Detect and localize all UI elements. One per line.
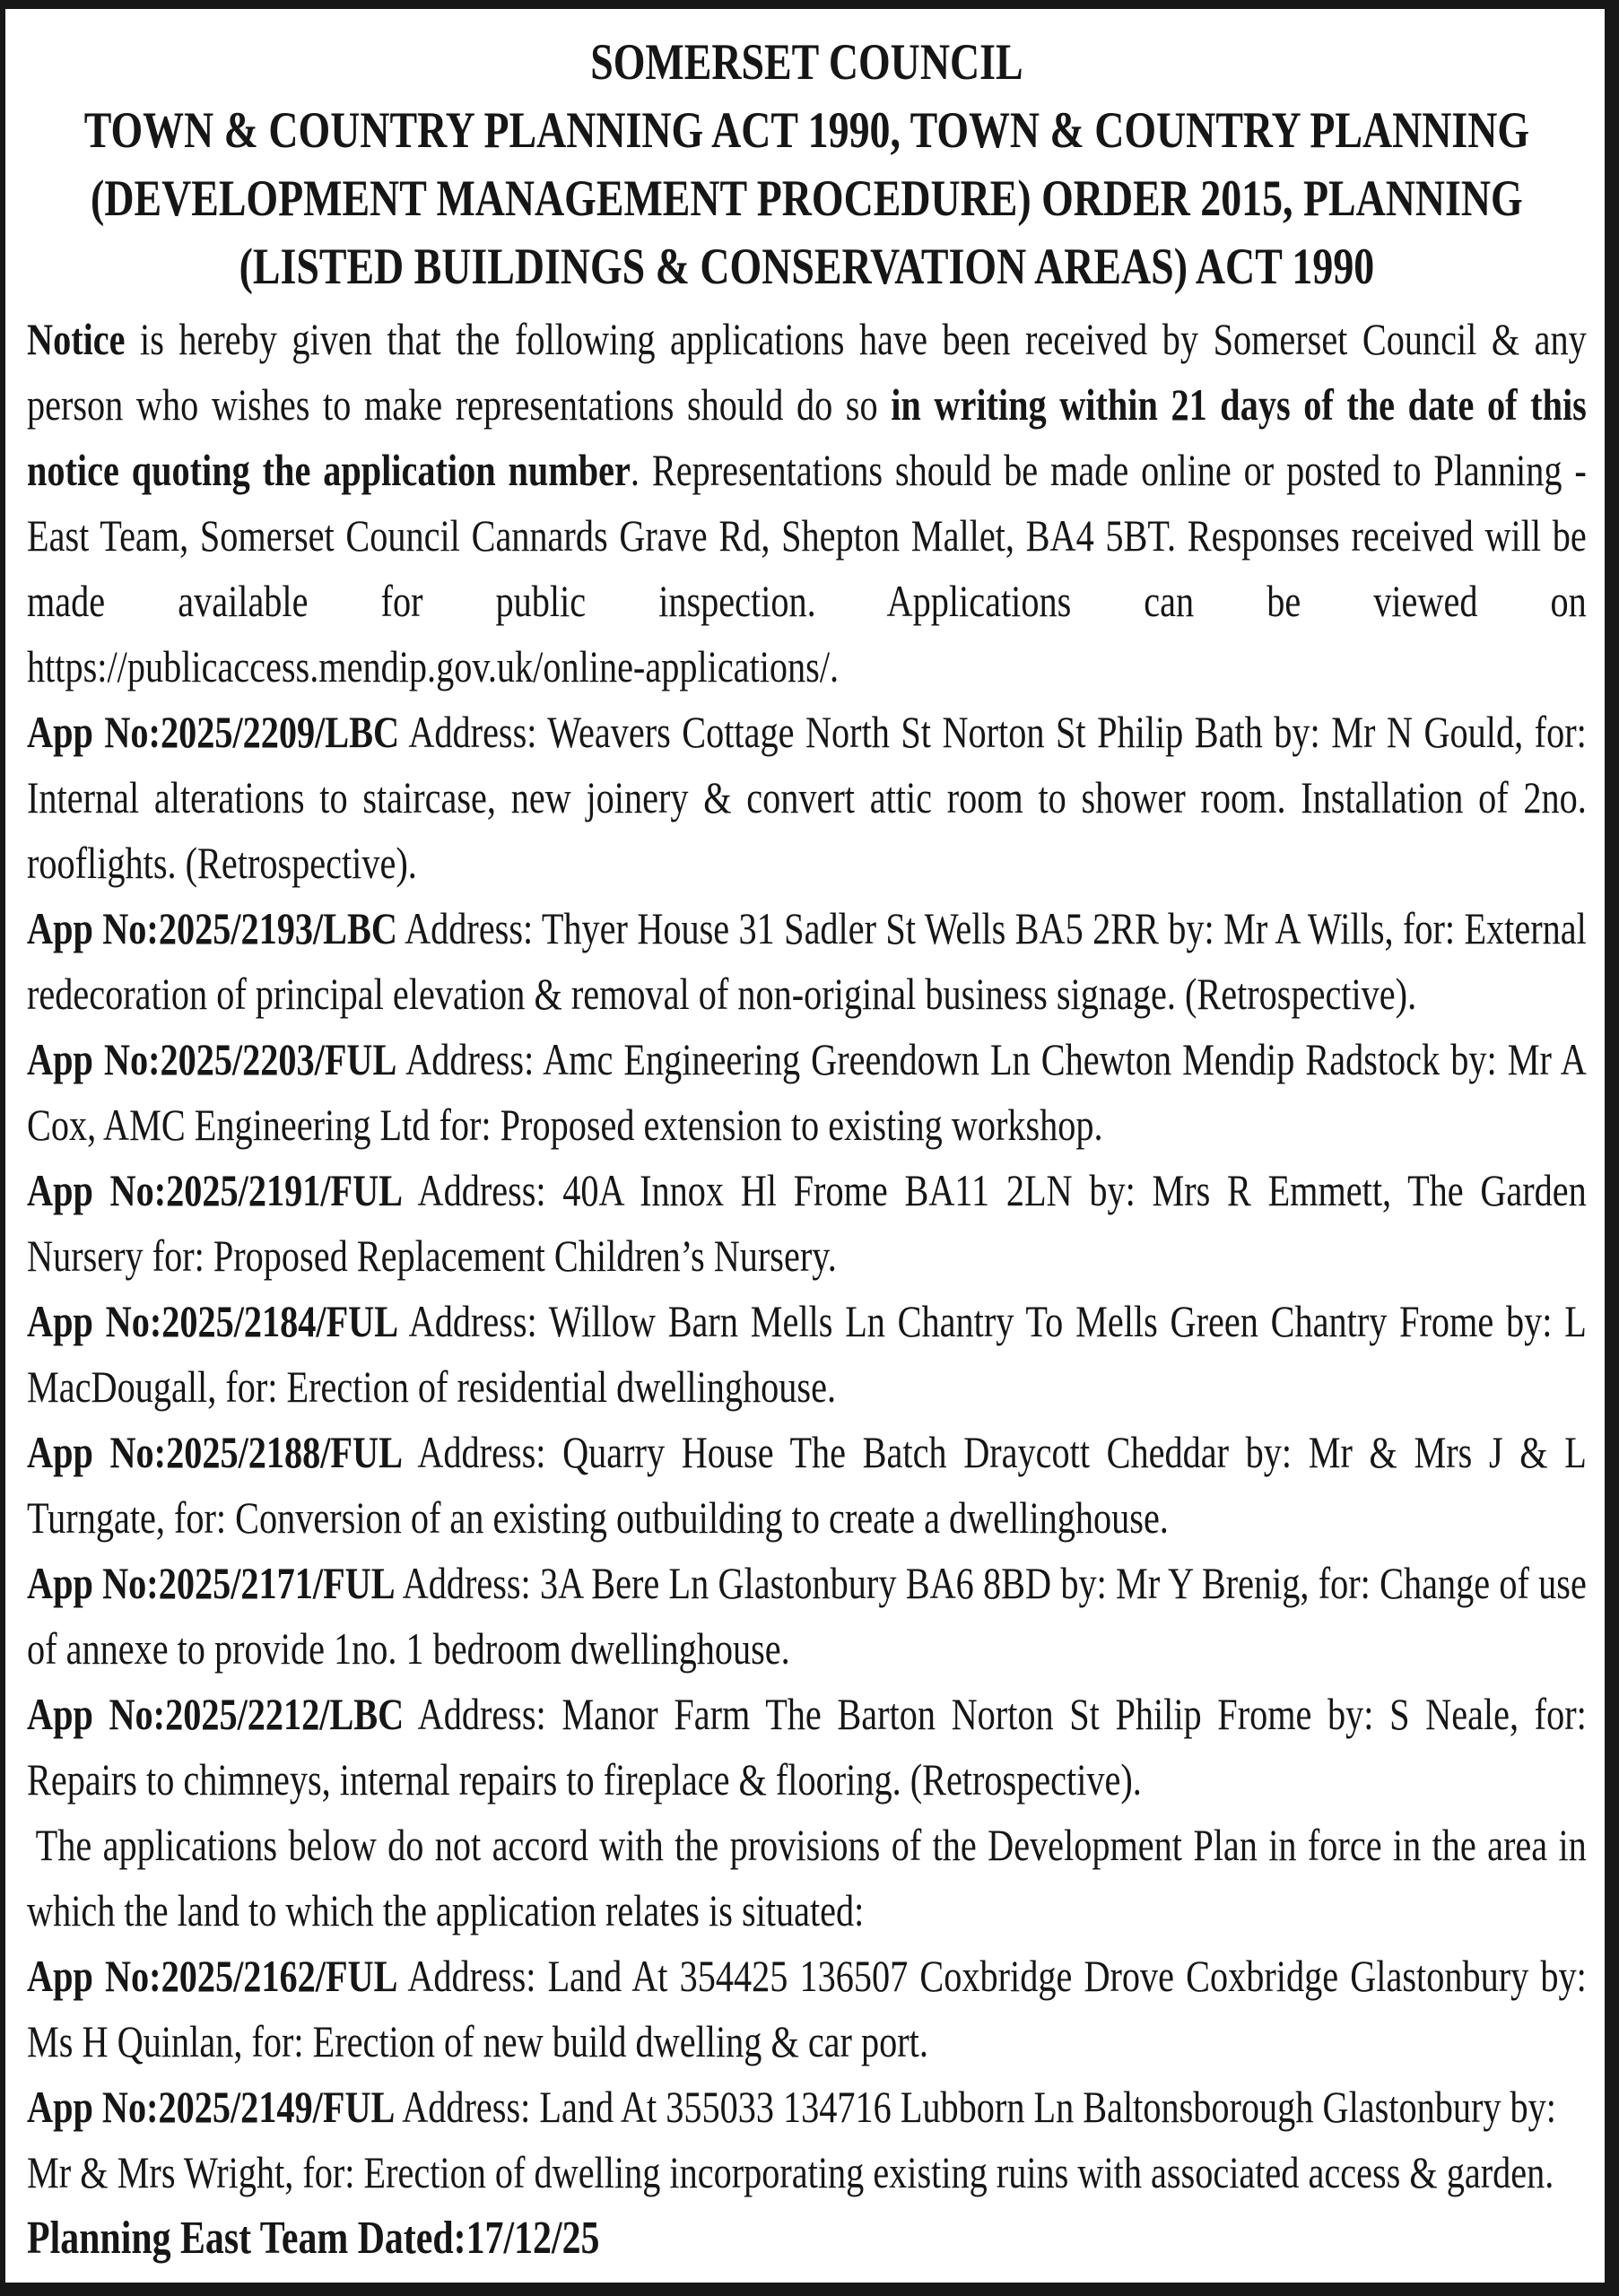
notice-footer: Planning East Team Dated:17/12/25 <box>27 2213 600 2264</box>
app-details: Address: Land At 355033 134716 Lubborn Ln Baltonsborough Glastonbury by: Mr & Mrs Wright, for: Erection of dwelling incorporating existing ruins with associated access & garden. <box>27 2082 1556 2197</box>
application-entry <box>27 2074 1587 2205</box>
application-entry <box>27 1682 1587 1813</box>
app-number: App No:2025/2188/FUL <box>27 1427 403 1477</box>
app-details: Address: Manor Farm The Barton Norton St Philip Frome by: S Neale, for: Repairs to chimneys, internal repairs to fireplace & flooring. (Retrospective). <box>27 1689 1587 1805</box>
application-entry <box>27 1420 1587 1551</box>
intro-part1: is hereby given that the following applications have been received by Somerset Council & any person who wishes to make representations should do so <box>27 314 1587 430</box>
application-entry <box>27 1944 1587 2074</box>
app-number: App No:2025/2191/FUL <box>27 1165 404 1215</box>
app-number: App No:2025/2184/FUL <box>27 1296 399 1346</box>
app-details: Address: Weavers Cottage North St Norton St Philip Bath by: Mr N Gould, for: Internal alterations to staircase, new joinery & convert attic room to shower room. Installation of 2no. rooflights. (Retrospective). <box>27 707 1587 888</box>
app-details: Address: 3A Bere Ln Glastonbury BA6 8BD by: Mr Y Brenig, for: Change of use of annexe to provide 1no. 1 bedroom dwellinghouse. <box>27 1558 1587 1674</box>
notice-content <box>27 29 1587 2271</box>
application-entry <box>27 700 1587 896</box>
intro-emphasis-bold: in writing within 21 days of the date of this notice quoting the application number <box>27 379 1587 495</box>
app-number: App No:2025/2149/FUL <box>27 2082 396 2132</box>
app-details: Address: Willow Barn Mells Ln Chantry To Mells Green Chantry Frome by: L MacDougall, for: Erection of residential dwellinghouse. <box>27 1296 1587 1412</box>
title-line-act: TOWN & COUNTRY PLANNING ACT 1990, TOWN & COUNTRY PLANNING <box>83 102 1530 159</box>
app-details: Address: Amc Engineering Greendown Ln Chewton Mendip Radstock by: Mr A Cox, AMC Engineering Ltd for: Proposed extension to existing workshop. <box>27 1034 1587 1150</box>
development-plan-note: The applications below do not accord with the provisions of the Development Plan in force in the area in which the land to which the application relates is situated: <box>27 1820 1587 1935</box>
app-number: App No:2025/2171/FUL <box>27 1558 396 1608</box>
app-number: App No:2025/2162/FUL <box>27 1951 398 2001</box>
title-line-listed: (LISTED BUILDINGS & CONSERVATION AREAS) ACT 1990 <box>239 239 1375 295</box>
intro-paragraph <box>27 307 1587 700</box>
app-number: App No:2025/2203/FUL <box>27 1034 397 1084</box>
app-number: App No:2025/2212/LBC <box>27 1689 405 1739</box>
application-entry <box>27 1158 1587 1289</box>
app-number: App No:2025/2193/LBC <box>27 903 397 953</box>
title-line-order: (DEVELOPMENT MANAGEMENT PROCEDURE) ORDER 2015, PLANNING <box>91 170 1523 227</box>
application-entry <box>27 896 1587 1027</box>
app-details: Address: Quarry House The Batch Draycott Cheddar by: Mr & Mrs J & L Turngate, for: Conversion of an existing outbuilding to create a dwellinghouse. <box>27 1427 1587 1543</box>
application-entry <box>27 1551 1587 1682</box>
application-entry <box>27 1027 1587 1158</box>
intro-lead-bold: Notice <box>27 314 126 364</box>
intro-part2: . Representations should be made online or posted to Planning - East Team, Somerset Council Cannards Grave Rd, Shepton Mallet, BA4 5BT. Responses received will be made available for public inspection. Applications can be viewed on https://publicaccess.mendip.gov.uk/online-applications/. <box>27 445 1587 691</box>
notice-title <box>27 29 1587 301</box>
application-entry <box>27 1289 1587 1420</box>
app-details: Address: Land At 354425 136507 Coxbridge Drove Coxbridge Glastonbury by: Ms H Quinlan, for: Erection of new build dwelling & car port. <box>27 1951 1587 2066</box>
title-line-council: SOMERSET COUNCIL <box>590 34 1023 91</box>
app-details: Address: 40A Innox Hl Frome BA11 2LN by: Mrs R Emmett, The Garden Nursery for: Proposed Replacement Children’s Nursery. <box>27 1165 1587 1281</box>
app-details: Address: Thyer House 31 Sadler St Wells BA5 2RR by: Mr A Wills, for: External redecoration of principal elevation & removal of non-original business signage. (Retrospective). <box>27 903 1587 1019</box>
app-number: App No:2025/2209/LBC <box>27 707 400 757</box>
